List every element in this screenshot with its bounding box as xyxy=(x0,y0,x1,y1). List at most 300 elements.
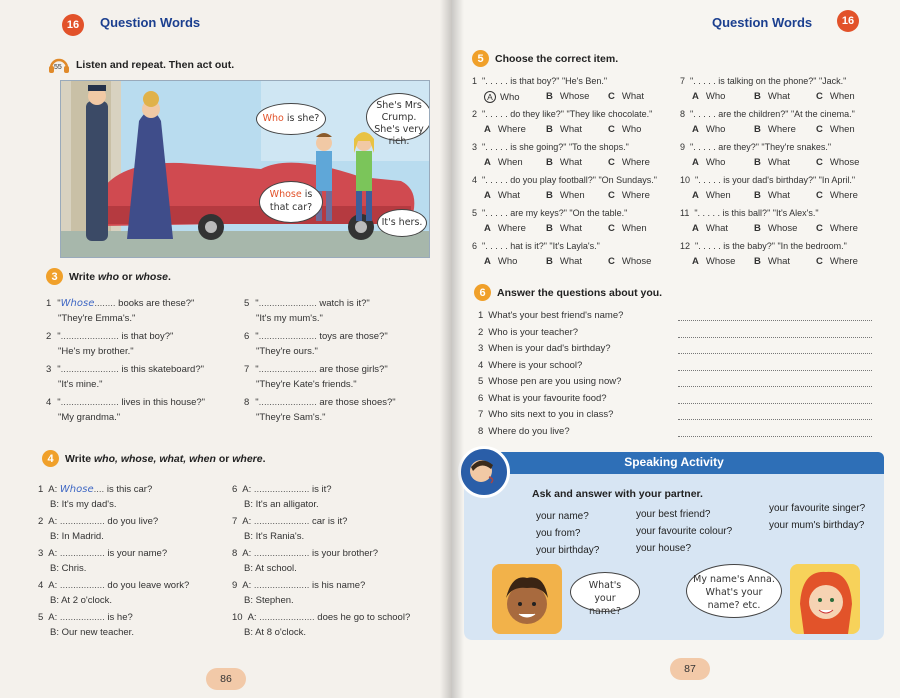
question-text: car is it? xyxy=(309,516,348,527)
question-text: is this skateboard?" xyxy=(118,364,204,375)
item-number: 1 xyxy=(46,298,52,309)
question-text: toys are those?" xyxy=(316,331,388,342)
ex5-question-line xyxy=(472,109,652,119)
unit-title: Question Words xyxy=(100,15,201,30)
ex3-question-line xyxy=(46,364,204,375)
option-a[interactable] xyxy=(692,256,754,267)
bubble-who-text: is she? xyxy=(283,113,320,124)
ex4-answer-line: B: It's my dad's. xyxy=(50,499,117,510)
option-word: Where xyxy=(497,124,526,135)
ex6-question-line xyxy=(478,409,613,420)
answer-blank[interactable]: ................. xyxy=(59,548,105,559)
option-b[interactable] xyxy=(546,124,608,135)
bubble-who-word: Who xyxy=(262,113,284,124)
exercise-3-number: 3 xyxy=(46,268,63,285)
option-b[interactable] xyxy=(546,157,608,168)
option-letter: A xyxy=(692,256,699,267)
item-number: 11 xyxy=(680,208,690,218)
item-number: 5 xyxy=(244,298,250,309)
item-number: 4 xyxy=(38,580,44,591)
question-text: do you live? xyxy=(104,516,159,527)
quote-open: " xyxy=(255,298,259,309)
option-letter: B xyxy=(754,157,761,168)
speaker-a: A: xyxy=(242,548,254,559)
exercise-4-heading xyxy=(42,450,266,467)
option-letter: A xyxy=(484,157,491,168)
answer-line[interactable] xyxy=(678,370,872,371)
option-word: Whose xyxy=(621,256,652,267)
speech-bubble-mrs-crump: She's Mrs Crump. She's very rich. xyxy=(366,93,430,141)
ex5-question-line xyxy=(680,175,855,185)
item-number: 3 xyxy=(478,343,484,354)
question-text: does he go to school? xyxy=(314,612,411,623)
page-number-left: 86 xyxy=(206,668,246,690)
selected-option-letter: A xyxy=(484,91,496,103)
ex5-question-line xyxy=(680,142,831,152)
item-number: 3 xyxy=(38,548,44,559)
option-letter: A xyxy=(484,124,491,135)
item-number: 8 xyxy=(680,109,686,119)
ex4-answer-line: B: At school. xyxy=(244,563,297,574)
option-letter: B xyxy=(754,223,761,234)
speaking-activity-title: Speaking Activity xyxy=(624,455,724,469)
option-letter: B xyxy=(546,256,553,267)
question-text: is this car? xyxy=(104,484,153,495)
ex3-answer-line: "They're Sam's." xyxy=(256,412,326,423)
unit-number-badge-right: 16 xyxy=(837,10,859,32)
option-b[interactable] xyxy=(546,190,608,201)
answer-blank[interactable]: ...................... xyxy=(258,364,317,375)
ex4-question-line xyxy=(38,612,133,623)
ex3-question-line xyxy=(46,397,205,408)
option-word: Who xyxy=(500,92,520,103)
question-text: ". . . . . do you play football?" "On Sundays." xyxy=(482,175,657,185)
answer-blank[interactable]: ........ xyxy=(94,298,116,309)
item-number: 8 xyxy=(232,548,238,559)
answer-blank[interactable]: .... xyxy=(93,484,105,495)
option-b[interactable] xyxy=(754,223,816,234)
answer-blank[interactable]: ...................... xyxy=(258,298,317,309)
question-text: watch is it?" xyxy=(316,298,370,309)
exercise-3-title xyxy=(69,271,171,283)
headphones-icon[interactable] xyxy=(48,56,70,74)
option-word: Where xyxy=(621,157,650,168)
option-a[interactable] xyxy=(484,157,546,168)
option-b[interactable] xyxy=(754,91,816,102)
question-text: ". . . . . are the children?" "At the cinema." xyxy=(690,109,855,119)
speaking-bubble-2: My name's Anna. What's your name? etc. xyxy=(686,564,782,618)
ex4-question-line xyxy=(38,580,189,591)
ex3-answer-line: "They're ours." xyxy=(256,346,318,357)
answer-line[interactable] xyxy=(678,353,872,354)
speaker-a: A: xyxy=(48,580,60,591)
ex5-options xyxy=(692,223,866,234)
option-b[interactable] xyxy=(546,256,608,267)
question-text: ". . . . . hat is it?" "It's Layla's." xyxy=(482,241,600,251)
option-word: Whose xyxy=(559,91,590,102)
ex3-title-c: . xyxy=(168,270,171,283)
item-number: 6 xyxy=(232,484,238,495)
ex5-options xyxy=(692,124,866,135)
answer-blank[interactable]: ..................... xyxy=(259,612,315,623)
option-c[interactable] xyxy=(608,190,658,201)
option-a[interactable] xyxy=(692,91,754,102)
handwritten-answer[interactable]: Whose xyxy=(59,484,94,495)
answer-blank[interactable]: ..................... xyxy=(253,484,310,495)
ex3-question-line xyxy=(244,397,396,408)
option-word: Who xyxy=(621,124,642,135)
option-b[interactable] xyxy=(754,256,816,267)
option-c[interactable] xyxy=(608,91,658,103)
option-c[interactable] xyxy=(608,157,658,168)
question-text: Where is your school? xyxy=(488,359,583,371)
answer-line[interactable] xyxy=(678,403,872,404)
option-word: Whose xyxy=(767,223,798,234)
option-word: What xyxy=(559,256,583,267)
ex4-question-line xyxy=(232,516,347,527)
exercise-4-number: 4 xyxy=(42,450,59,467)
speaking-prompt: your mum's birthday? xyxy=(769,520,865,531)
option-a[interactable] xyxy=(692,157,754,168)
answer-blank[interactable]: ..................... xyxy=(253,516,310,527)
answer-blank[interactable]: ...................... xyxy=(258,331,317,342)
option-a[interactable] xyxy=(484,223,546,234)
option-letter: A xyxy=(692,91,699,102)
option-letter: A xyxy=(484,190,491,201)
item-number: 6 xyxy=(472,241,478,251)
page-number-right: 87 xyxy=(670,658,710,680)
speaking-prompt: your birthday? xyxy=(536,545,600,556)
question-text: is he? xyxy=(104,612,133,623)
option-word: Who xyxy=(705,124,726,135)
ex3-question-line xyxy=(46,331,173,342)
option-letter: C xyxy=(816,124,823,135)
ex6-question-line xyxy=(478,376,621,387)
ex5-question-line xyxy=(472,76,607,86)
quote-open: " xyxy=(255,364,259,375)
question-text: Whose pen are you using now? xyxy=(488,376,622,387)
option-word: Where xyxy=(829,223,858,234)
ex3-answer-line: "They're Emma's." xyxy=(58,313,136,324)
question-text: What's your best friend's name? xyxy=(488,310,624,321)
option-letter: C xyxy=(608,124,615,135)
option-letter: B xyxy=(546,157,553,168)
option-b[interactable] xyxy=(754,157,816,168)
speaking-col-3 xyxy=(769,500,865,534)
option-letter: C xyxy=(816,91,823,102)
question-text: is that boy?" xyxy=(118,331,174,342)
speaking-activity-box xyxy=(464,452,884,640)
option-word: When xyxy=(559,190,585,201)
question-text: is your name? xyxy=(104,548,168,559)
question-text: Who is your teacher? xyxy=(488,326,579,338)
speaking-icon xyxy=(458,446,510,498)
answer-blank[interactable]: ...................... xyxy=(60,397,119,408)
option-word: What xyxy=(559,223,583,234)
item-number: 4 xyxy=(46,397,52,408)
option-letter: B xyxy=(546,223,553,234)
option-letter: A xyxy=(692,223,699,234)
answer-blank[interactable]: ..................... xyxy=(253,580,310,591)
question-text: books are these?" xyxy=(115,298,195,309)
item-number: 7 xyxy=(478,409,484,420)
option-word: Whose xyxy=(705,256,736,267)
speech-bubble-whose xyxy=(259,181,323,223)
exercise-5-title: Choose the correct item. xyxy=(495,52,619,65)
option-word: Who xyxy=(497,256,518,267)
option-c[interactable] xyxy=(608,256,658,267)
ex3-question-line xyxy=(244,298,370,309)
ex5-options xyxy=(692,157,866,168)
option-a[interactable] xyxy=(692,124,754,135)
option-letter: B xyxy=(546,91,553,102)
option-c[interactable] xyxy=(816,91,866,102)
ex3-answer-line: "He's my brother." xyxy=(58,346,134,357)
boy-avatar xyxy=(492,564,562,634)
option-letter: C xyxy=(816,157,823,168)
answer-blank[interactable]: ...................... xyxy=(60,364,119,375)
quote-open: " xyxy=(57,331,61,342)
option-letter: B xyxy=(754,190,761,201)
exercise-5-number: 5 xyxy=(472,50,489,67)
ex5-question-line xyxy=(680,241,847,251)
exercise-4-title xyxy=(65,453,266,465)
option-letter: B xyxy=(754,256,761,267)
option-letter: C xyxy=(816,223,823,234)
item-number: 12 xyxy=(680,241,691,251)
option-word: What xyxy=(559,157,583,168)
exercise-6-number: 6 xyxy=(474,284,491,301)
option-a[interactable] xyxy=(484,190,546,201)
item-number: 7 xyxy=(680,76,686,86)
speaker-a: A: xyxy=(242,484,254,495)
ex4-question-line xyxy=(38,548,167,559)
question-text: lives in this house?" xyxy=(118,397,206,408)
option-letter: C xyxy=(816,190,823,201)
ex3-question-line xyxy=(46,298,194,309)
answer-blank[interactable]: ................. xyxy=(59,612,105,623)
ex3-title-b: or xyxy=(118,270,136,283)
ex3-answer-line: "My grandma." xyxy=(58,412,121,423)
ex5-question-line xyxy=(472,241,600,251)
question-text: Who sits next to you in class? xyxy=(488,409,614,420)
option-a[interactable] xyxy=(484,124,546,135)
answer-line[interactable] xyxy=(678,320,872,321)
option-word: Where xyxy=(621,190,650,201)
option-word: What xyxy=(621,91,645,102)
option-a[interactable] xyxy=(484,256,546,267)
speaker-a: A: xyxy=(247,612,260,623)
option-letter: C xyxy=(608,91,615,102)
item-number: 5 xyxy=(472,208,478,218)
option-letter: C xyxy=(608,256,615,267)
speaking-prompt: your favourite colour? xyxy=(636,526,733,537)
ex5-options xyxy=(692,256,866,267)
item-number: 7 xyxy=(244,364,250,375)
option-word: What xyxy=(497,190,521,201)
question-text: ". . . . . is she going?" "To the shops." xyxy=(482,142,629,152)
speaker-a: A: xyxy=(48,548,60,559)
option-word: Who xyxy=(705,91,726,102)
item-number: 2 xyxy=(46,331,52,342)
ex4-title-w: who, whose, what, when xyxy=(93,452,216,465)
option-letter: A xyxy=(484,256,491,267)
speaking-instruction: Ask and answer with your partner. xyxy=(532,488,703,500)
ex5-question-line xyxy=(680,76,846,86)
ex5-question-line xyxy=(680,208,819,218)
answer-blank[interactable]: ...................... xyxy=(258,397,317,408)
ex4-answer-line: B: In Madrid. xyxy=(50,531,104,542)
item-number: 4 xyxy=(478,359,484,371)
ex6-question-line xyxy=(478,360,582,371)
ex5-options xyxy=(484,124,658,135)
speaker-a: A: xyxy=(48,516,60,527)
option-word: When xyxy=(497,157,523,168)
ex3-title-a: Write xyxy=(69,270,98,283)
ex3-question-line xyxy=(244,331,388,342)
option-a[interactable] xyxy=(692,223,754,234)
quote-open: " xyxy=(255,331,259,342)
item-number: 2 xyxy=(38,516,44,527)
speaking-prompt: your house? xyxy=(636,543,692,554)
ex3-answer-line: "It's my mum's." xyxy=(256,313,323,324)
ex6-question-line xyxy=(478,426,570,437)
option-word: Whose xyxy=(829,157,860,168)
ex6-question-line xyxy=(478,327,578,338)
quote-open: " xyxy=(57,298,61,309)
ex4-answer-line: B: It's an alligator. xyxy=(244,499,319,510)
ex3-answer-line: "They're Kate's friends." xyxy=(256,379,357,390)
question-text: ". . . . . are they?" "They're snakes." xyxy=(690,142,832,152)
option-c[interactable] xyxy=(608,124,658,135)
option-word: Who xyxy=(705,157,726,168)
ex6-question-line xyxy=(478,393,607,404)
question-text: are those shoes?" xyxy=(316,397,396,408)
item-number: 2 xyxy=(478,326,484,338)
ex3-answer-line: "It's mine." xyxy=(58,379,103,390)
ex4-question-line xyxy=(232,580,365,591)
option-c[interactable] xyxy=(816,124,866,135)
option-word: What xyxy=(767,190,791,201)
option-letter: C xyxy=(816,256,823,267)
ex4-question-line xyxy=(232,484,332,495)
speaker-a: A: xyxy=(242,580,254,591)
ex4-question-line xyxy=(38,484,152,495)
speaking-col-1 xyxy=(536,508,599,559)
speaking-bubble-1: What's your name? xyxy=(570,572,640,612)
ex4-question-line xyxy=(232,612,410,623)
option-letter: A xyxy=(484,223,491,234)
option-word: Where xyxy=(497,223,526,234)
option-word: When xyxy=(829,91,855,102)
ex3-question-line xyxy=(244,364,388,375)
listen-instruction: Listen and repeat. Then act out. xyxy=(76,59,235,71)
answer-line[interactable] xyxy=(678,337,872,338)
item-number: 9 xyxy=(232,580,238,591)
ex3-title-w2: whose xyxy=(135,270,169,283)
speech-bubble-hers: It's hers. xyxy=(377,209,427,237)
handwritten-answer[interactable]: Whose xyxy=(60,298,95,309)
answer-line[interactable] xyxy=(678,419,872,420)
option-b[interactable] xyxy=(546,223,608,234)
book-gutter xyxy=(440,0,464,698)
option-word: When xyxy=(705,190,731,201)
quote-open: " xyxy=(57,397,61,408)
option-word: Where xyxy=(767,124,796,135)
answer-blank[interactable]: ..................... xyxy=(253,548,310,559)
ex3-title-w1: who xyxy=(97,270,119,283)
option-word: When xyxy=(829,124,855,135)
option-c[interactable] xyxy=(816,157,866,168)
item-number: 5 xyxy=(38,612,44,623)
option-letter: B xyxy=(754,91,761,102)
listen-heading xyxy=(48,56,234,74)
answer-line[interactable] xyxy=(678,436,872,437)
option-letter: C xyxy=(608,223,615,234)
question-text: are those girls?" xyxy=(316,364,388,375)
answer-blank[interactable]: ................. xyxy=(59,516,105,527)
option-b[interactable] xyxy=(546,91,608,103)
speaker-a: A: xyxy=(242,516,254,527)
girl-avatar xyxy=(790,564,860,634)
option-c[interactable] xyxy=(608,223,658,234)
option-c[interactable] xyxy=(816,256,866,267)
option-word: What xyxy=(705,223,729,234)
option-c[interactable] xyxy=(816,190,866,201)
question-text: is it? xyxy=(309,484,332,495)
ex4-title-c: . xyxy=(262,452,266,465)
ex4-question-line xyxy=(232,548,378,559)
item-number: 10 xyxy=(232,612,243,623)
speech-bubble-who xyxy=(256,103,326,135)
speaking-prompt: your favourite singer? xyxy=(769,503,866,514)
option-a[interactable] xyxy=(692,190,754,201)
unit-title-right: Question Words xyxy=(712,15,813,30)
option-word: What xyxy=(767,256,791,267)
item-number: 3 xyxy=(46,364,52,375)
ex4-answer-line: B: It's Rania's. xyxy=(244,531,305,542)
question-text: ". . . . . are my keys?" "On the table." xyxy=(482,208,628,218)
speaking-col-2 xyxy=(636,506,732,557)
question-text: do you leave work? xyxy=(104,580,190,591)
answer-blank[interactable]: ...................... xyxy=(60,331,119,342)
ex4-answer-line: B: At 2 o'clock. xyxy=(50,595,113,606)
option-b[interactable] xyxy=(754,124,816,135)
ex4-answer-line: B: At 8 o'clock. xyxy=(244,627,307,638)
ex6-question-line xyxy=(478,343,611,354)
option-c[interactable] xyxy=(816,223,866,234)
option-b[interactable] xyxy=(754,190,816,201)
option-a[interactable] xyxy=(484,91,546,103)
ex4-answer-line: B: Chris. xyxy=(50,563,87,574)
option-letter: A xyxy=(692,157,699,168)
question-text: When is your dad's birthday? xyxy=(488,343,611,354)
speaking-prompt: your name? xyxy=(536,511,589,522)
bubble-whose-word: Whose xyxy=(269,189,302,200)
ex5-question-line xyxy=(472,142,629,152)
answer-line[interactable] xyxy=(678,386,872,387)
option-letter: B xyxy=(546,190,553,201)
ex5-options xyxy=(692,91,866,102)
item-number: 4 xyxy=(472,175,478,185)
ex5-question-line xyxy=(472,208,627,218)
answer-blank[interactable]: ................. xyxy=(59,580,105,591)
item-number: 1 xyxy=(38,484,44,495)
option-word: What xyxy=(767,91,791,102)
speaking-prompt: your best friend? xyxy=(636,509,711,520)
ex5-question-line xyxy=(472,175,657,185)
item-number: 1 xyxy=(478,310,484,321)
